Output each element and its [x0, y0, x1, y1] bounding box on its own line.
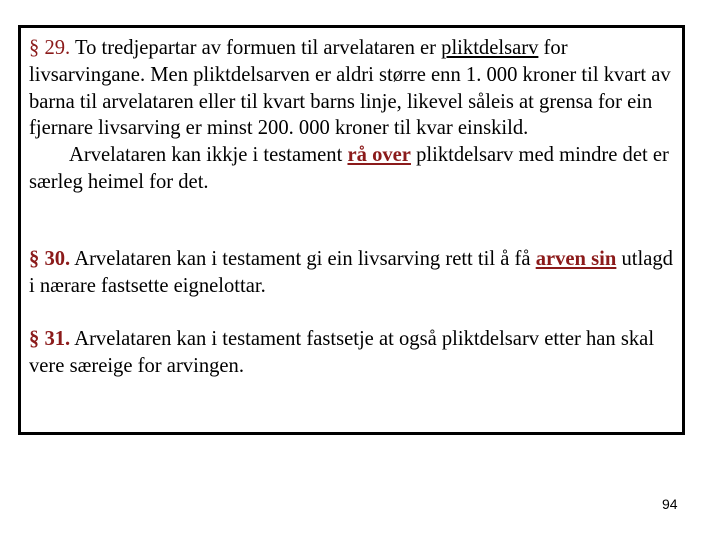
- spacer: [29, 299, 676, 326]
- pliktdelsarv-term: pliktdelsarv: [441, 37, 539, 59]
- raa-over-term: rå over: [347, 144, 411, 167]
- section-29-second-before: Arvelataren kan ikkje i testament: [69, 144, 348, 167]
- section-29-second-after: pliktdelsarv med mindre det er særleg heimel for det.: [29, 144, 669, 193]
- section-29-paragraph: [29, 35, 676, 142]
- section-29-text-before: To tredjepartar av formuen til arvelataren er: [70, 37, 442, 59]
- section-29-text-after: for livsarvingane. Men pliktdelsarven er aldri større enn 1. 000 kroner til kvart av barna til arvelataren eller til kvart barns linje, likevel såleis at grensa for ein fjernare livsarving er minst 200. 000 kroner til kvar einskild.: [29, 37, 671, 140]
- spacer: [29, 196, 676, 246]
- arven-sin-term: arven sin: [535, 247, 617, 270]
- section-31-paragraph: [29, 326, 676, 380]
- section-30-text-after: utlagd i nærare fastsette eignelottar.: [29, 247, 673, 297]
- section-29-second-paragraph: [29, 142, 676, 196]
- section-29-symbol: § 29.: [29, 37, 71, 59]
- section-31-symbol: § 31.: [29, 328, 71, 351]
- section-30-symbol: § 30.: [29, 247, 71, 270]
- section-31-text: Arvelataren kan i testament fastsetje at også pliktdelsarv etter han skal vere særeige for arvingen.: [29, 328, 655, 378]
- section-30-text-before: Arvelataren kan i testament gi ein livsarving rett til å få: [70, 247, 536, 270]
- text-box: [18, 25, 685, 435]
- section-30-paragraph: [29, 246, 676, 300]
- page-number: 94: [662, 496, 678, 512]
